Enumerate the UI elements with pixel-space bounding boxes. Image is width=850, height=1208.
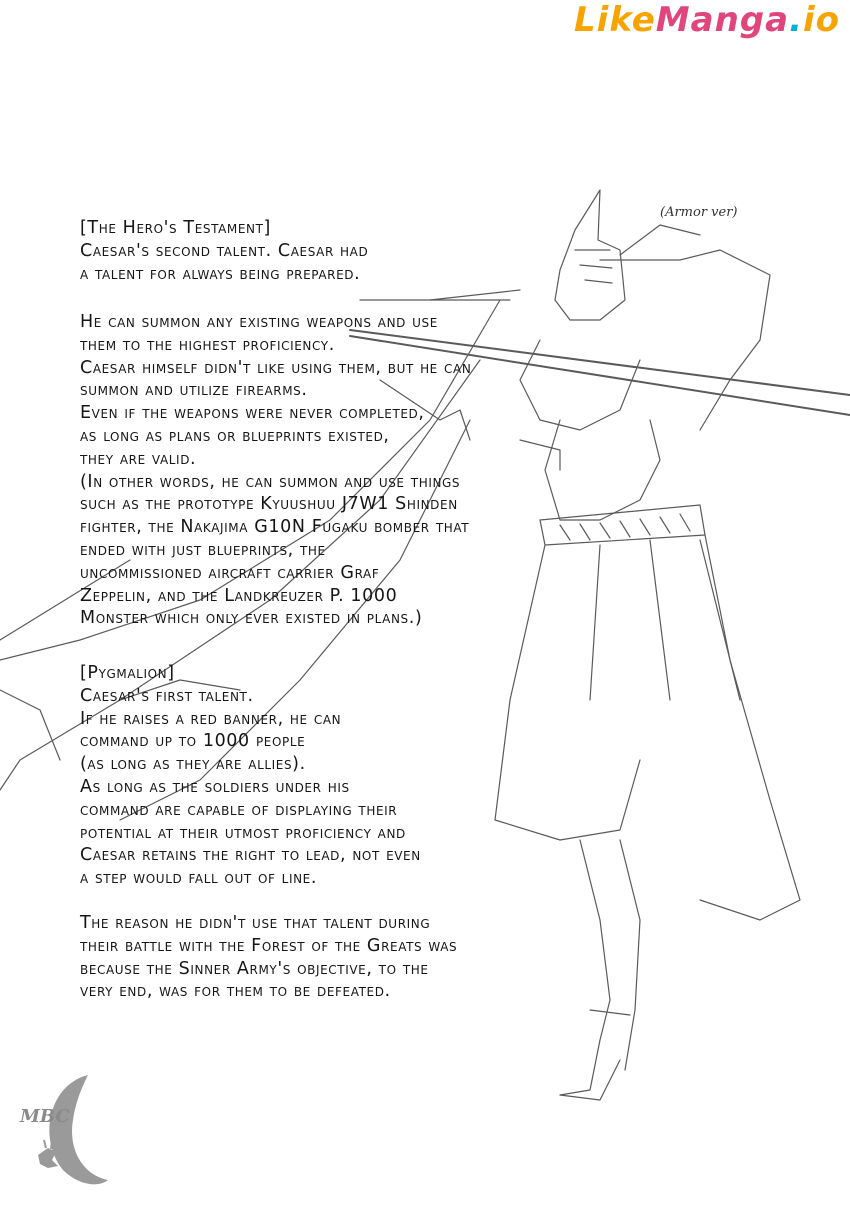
text-line: Caesar himself didn't like using them, but he can — [80, 357, 472, 378]
text-line: command are capable of displaying their — [80, 799, 398, 820]
text-line: Monster which only ever existed in plans.) — [80, 608, 423, 629]
text-line: The reason he didn't use that talent during — [80, 913, 431, 933]
text-line: them to the highest proficiency. — [80, 334, 335, 355]
armor-version-note: (Armor ver) — [660, 205, 738, 220]
closing-remark-block — [80, 912, 457, 1003]
text-line: Even if the weapons were never completed, — [80, 403, 425, 424]
text-line: as long as plans or blueprints existed, — [80, 425, 390, 446]
text-line: because the Sinner Army's objective, to the — [80, 958, 429, 979]
text-line: summon and utilize firearms. — [80, 380, 308, 401]
mbc-logo — [18, 1070, 118, 1190]
heros-testament-header-block — [80, 217, 368, 285]
pygmalion-block — [80, 662, 421, 890]
text-line: they are valid. — [80, 448, 197, 469]
text-line: [Pygmalion] — [80, 663, 175, 683]
text-line: If he raises a red banner, he can — [80, 708, 342, 729]
text-line: [The Hero's Testament] — [80, 218, 271, 238]
text-line: a step would fall out of line. — [80, 868, 318, 889]
logo-text: MBC — [20, 1106, 70, 1127]
text-line: Caesar's second talent. Caesar had — [80, 240, 369, 261]
heros-testament-description-block — [80, 311, 471, 630]
text-line: such as the prototype Kyuushuu J7W1 Shinden — [80, 494, 458, 515]
text-line: ended with just blueprints, the — [80, 539, 326, 560]
text-line: very end, was for them to be defeated. — [80, 981, 391, 1002]
text-line: fighter, the Nakajima G10N Fugaku bomber that — [80, 517, 470, 538]
watermark-part-manga: Manga — [655, 0, 790, 40]
text-line: command up to 1000 people — [80, 731, 306, 752]
text-line: He can summon any existing weapons and use — [80, 312, 438, 332]
text-line: their battle with the Forest of the Greats was — [80, 935, 458, 956]
text-line: (as long as they are allies). — [80, 754, 306, 775]
watermark-part-io: io — [802, 0, 840, 40]
text-line: uncommissioned aircraft carrier Graf — [80, 562, 380, 583]
watermark-part-dot: . — [789, 0, 803, 40]
text-line: As long as the soldiers under his — [80, 776, 350, 797]
text-line: Zeppelin, and the Landkreuzer P. 1000 — [80, 585, 398, 606]
crescent-moon-rabbit-icon — [18, 1070, 118, 1190]
text-line: a talent for always being prepared. — [80, 263, 361, 284]
text-line: Caesar retains the right to lead, not even — [80, 845, 421, 866]
text-line: (In other words, he can summon and use things — [80, 471, 461, 492]
text-line: Caesar's first talent. — [80, 685, 254, 706]
text-line: potential at their utmost proficiency and — [80, 822, 406, 843]
watermark-part-like: Like — [574, 0, 656, 40]
